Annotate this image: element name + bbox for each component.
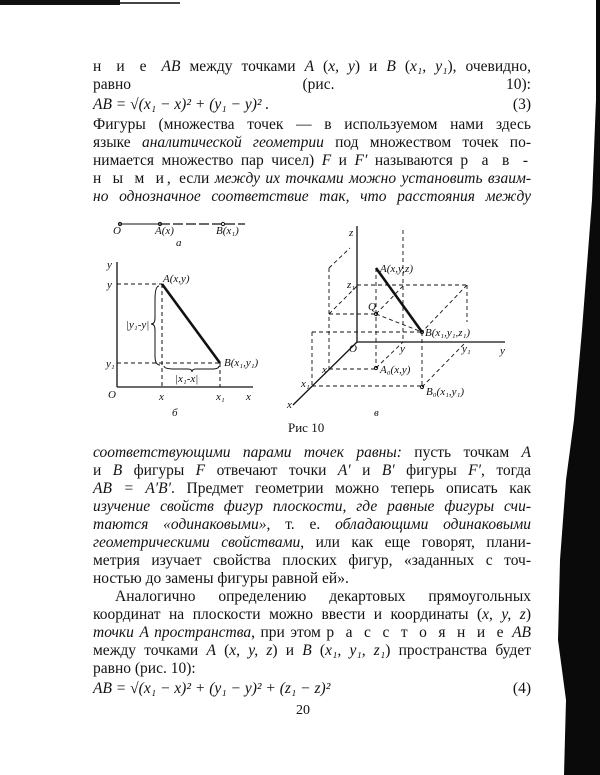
text-segment: x₁, y₁ [410, 58, 448, 75]
text-segment: F [195, 462, 206, 479]
text-segment: , тогда [481, 462, 532, 479]
fig-b-y-axis: y [107, 259, 112, 271]
text-segment: между точками [180, 58, 305, 75]
text-segment: н ы м и, [93, 170, 174, 187]
text-segment: ) [525, 606, 531, 623]
formula-3-number: (3) [512, 96, 531, 113]
text-line [93, 606, 531, 624]
fig-c-point-b0: B₀(x₁,y₁) [426, 386, 465, 398]
text-segment: геометрическими свойствами [93, 534, 301, 551]
text-segment: и [93, 462, 113, 479]
text-segment: нимается множество пар чисел) [93, 152, 322, 169]
formula-3-expression: AB = √(x₁ − x)² + (y₁ − y)² . [93, 96, 270, 113]
text-segment: языке [93, 134, 142, 151]
text-segment: F′ [468, 462, 482, 479]
fig-a-label-a: A(x) [155, 225, 174, 237]
text-segment: x, y, z [482, 606, 526, 623]
text-segment: B [386, 58, 396, 75]
text-segment: ( [311, 642, 326, 659]
text-segment: между их точками можно установить взаим- [214, 170, 531, 187]
text-line [93, 444, 531, 462]
fig-b-dx: |x₁-x| [175, 373, 199, 385]
text-segment: , т. е. [266, 516, 336, 533]
fig-a-label-b: B(x₁) [216, 225, 239, 237]
fig-b-x: x [159, 391, 164, 403]
text-segment: аналитической геометрии [141, 134, 324, 151]
text-segment: x₁, y₁, z₁ [325, 642, 386, 659]
text-segment: B [112, 462, 123, 479]
fig-c-y-axis: y [500, 345, 505, 357]
text-segment: ностью до замены фигуры равной ей». [93, 570, 349, 587]
fig-b-x1: x₁ [216, 391, 225, 403]
text-segment: равно (рис. 10): [93, 76, 531, 93]
text-segment: под множеством точек по- [323, 134, 531, 151]
formula-4 [93, 678, 531, 700]
fig-a-label-o: O [113, 225, 121, 237]
text-line [93, 588, 531, 606]
fig-b-origin: O [108, 389, 116, 401]
text-segment: , или как еще говорят, плани- [300, 534, 531, 551]
text-segment: AB [161, 58, 181, 75]
text-segment: изучение свойств фигур плоскости, где равные фигуры счи- [93, 498, 531, 515]
fig-c-caption: в [374, 407, 379, 419]
fig-c-x-axis: x [287, 399, 292, 411]
text-segment: обладающими одинаковыми [335, 516, 531, 533]
text-segment: F [321, 152, 332, 169]
text-segment: но однозначное соответствие так, что расстояния между [93, 188, 531, 205]
text-segment: и [350, 462, 382, 479]
fig-b-y1: y₁ [106, 358, 115, 370]
formula-4-expression: AB = √(x₁ − x)² + (y₁ − y)² + (z₁ − z)² [93, 680, 331, 697]
text-segment: р а в - [460, 152, 531, 169]
text-line [93, 534, 531, 552]
paragraph-equal-figures [93, 444, 531, 700]
text-segment: и [331, 152, 355, 169]
text-segment: x, y, z [229, 642, 273, 659]
text-line [93, 516, 531, 534]
text-line [93, 570, 531, 588]
fig-c-y1: y₁ [462, 343, 471, 355]
text-line [93, 480, 531, 498]
fig-c-z1: z₁ [347, 279, 356, 291]
fig-b-y: y [107, 279, 112, 291]
text-line [93, 642, 531, 660]
text-segment: точки A пространства [93, 624, 252, 641]
fig-c-origin: O [349, 343, 357, 355]
text-segment: x, y [328, 58, 355, 75]
fig-c-y: y [400, 343, 405, 355]
fig-c-point-a0: A₀(x,y) [380, 364, 411, 376]
fig-b-caption: б [172, 407, 178, 419]
text-segment: р а с с т о я н и е [326, 624, 507, 641]
text-segment: A [521, 444, 531, 461]
text-segment: . Предмет геометрии можно теперь описать как [171, 480, 531, 497]
text-segment: метрия изучает свойства плоских фигур, «заданных с точ- [93, 552, 531, 569]
text-segment: н и е [93, 58, 162, 75]
fig-a-caption: а [176, 237, 182, 249]
text-segment: ), очевидно, [447, 58, 531, 75]
text-segment: ( [314, 58, 329, 75]
fig-b-point-b: B(x₁,y₁) [224, 357, 259, 369]
text-segment: фигуры [122, 462, 196, 479]
text-segment: ) пространства будет [385, 642, 531, 659]
text-segment: между точками [93, 642, 207, 659]
text-segment: ) и [354, 58, 387, 75]
text-segment: пусть точкам [401, 444, 522, 461]
text-line [93, 552, 531, 570]
fig-c-point-a: A(x,y,z) [380, 263, 413, 275]
figure-caption: Рис 10 [288, 420, 325, 435]
fig-b-x-axis: x [246, 391, 251, 403]
text-segment: A′ [337, 462, 351, 479]
text-segment: таются «одинаковыми» [93, 516, 267, 533]
page-number: 20 [296, 703, 310, 718]
fig-c-x1: x₁ [301, 378, 310, 390]
text-segment: F′ [354, 152, 368, 169]
text-segment: фигуры [394, 462, 469, 479]
formula-4-number: (4) [512, 680, 531, 697]
text-line [93, 624, 531, 642]
text-segment: равно (рис. 10): [93, 660, 196, 677]
text-line [93, 462, 531, 480]
text-segment: если [173, 170, 215, 187]
fig-b-dy: |y₁-y| [126, 319, 150, 331]
text-segment: AB [512, 624, 532, 641]
fig-c-z-axis: z [349, 227, 354, 239]
text-segment: A [206, 642, 216, 659]
text-segment: ( [215, 642, 230, 659]
text-segment: ) и [272, 642, 303, 659]
text-segment: AB = A′B′ [93, 480, 172, 497]
text-segment: B [302, 642, 312, 659]
text-segment: называются [367, 152, 461, 169]
text-segment: A [304, 58, 315, 75]
text-segment: координат на плоскости можно ввести и координаты ( [93, 606, 483, 623]
text-segment: отвечают точки [205, 462, 338, 479]
text-segment: , при этом [251, 624, 327, 641]
text-segment: Аналогично определению декартовых прямоугольных [115, 588, 531, 605]
text-segment: ( [395, 58, 411, 75]
text-segment: Фигуры (множества точек — в используемом нами здесь [93, 116, 531, 133]
text-segment: соответствующими парами точек равны: [93, 444, 402, 461]
fig-b-point-a: A(x,y) [163, 273, 190, 285]
text-segment: B′ [381, 462, 395, 479]
fig-c-x: x [322, 364, 327, 376]
text-line [93, 498, 531, 516]
figure-c [293, 226, 505, 405]
fig-c-point-b: B(x₁,y₁,z₁) [425, 327, 471, 339]
text-line [93, 660, 531, 678]
fig-c-q: Q [368, 301, 376, 313]
